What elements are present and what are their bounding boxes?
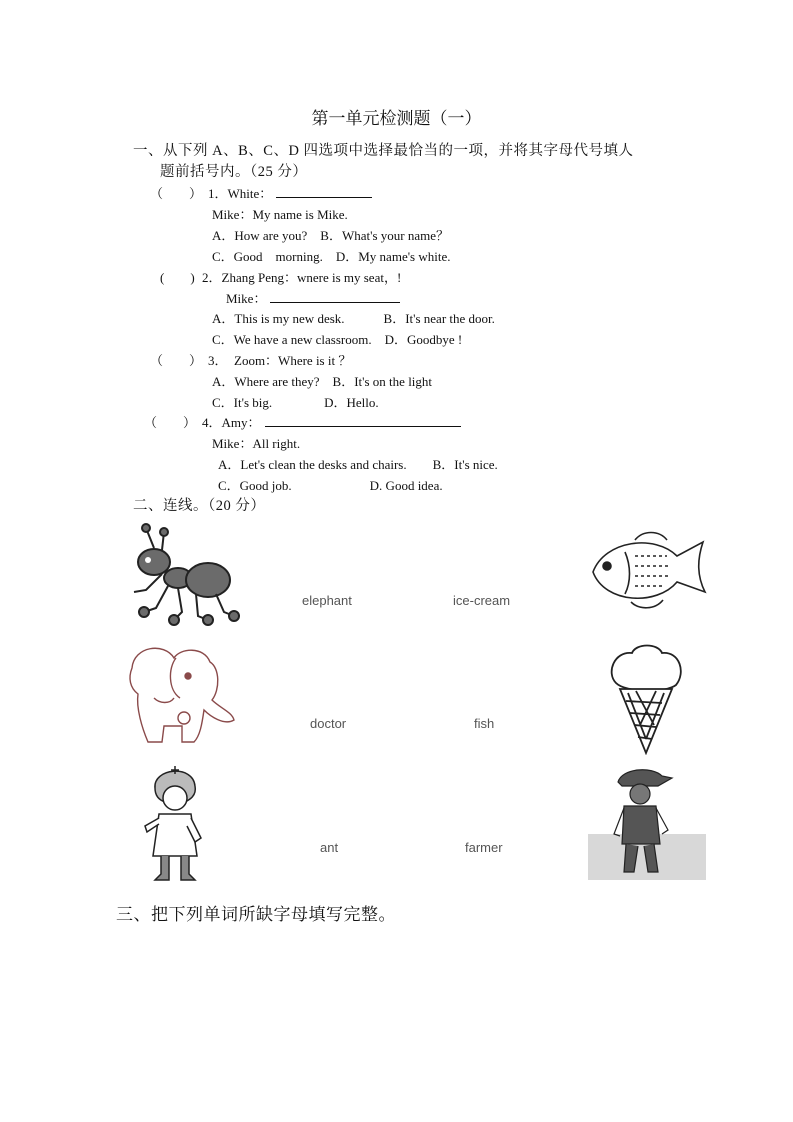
question-2-options-c-d: C．We have a new classroom. D．Goodbye ! <box>212 332 463 347</box>
match-word-ant[interactable]: ant <box>320 840 339 855</box>
match-word-fish[interactable]: fish <box>474 716 495 731</box>
fish-icon <box>585 526 710 612</box>
question-1-options-c-d: C．Good morning. D．My name's white. <box>212 249 451 264</box>
question-2-reply: Mike： <box>226 288 400 307</box>
question-4-options-a-b: A．Let's clean the desks and chairs. B．It's nice. <box>218 457 498 472</box>
answer-bracket[interactable]: （ ） <box>144 415 197 430</box>
question-4-reply: Mike：All right. <box>212 436 301 451</box>
question-3-options-c-d: C．It's big. D．Hello. <box>212 395 379 410</box>
section2-header: 二、连线。（20 分） <box>133 498 266 514</box>
match-word-doctor[interactable]: doctor <box>310 716 347 731</box>
answer-bracket[interactable]: ( ) <box>160 270 195 285</box>
doctor-picture[interactable] <box>135 760 215 885</box>
question-4-stem: 4．Amy： <box>202 412 461 431</box>
question-4-options-c-d: C．Good job. D. Good idea. <box>218 478 443 493</box>
ant-picture[interactable] <box>116 520 241 628</box>
farmer-icon <box>588 764 706 880</box>
fish-picture[interactable] <box>585 526 710 612</box>
ant-icon <box>116 520 241 628</box>
question-2-stem: 2．Zhang Peng：wnere is my seat，! <box>202 270 402 285</box>
question-3-options-a-b: A．Where are they? B．It's on the light <box>212 374 433 389</box>
answer-bracket[interactable]: （ ） <box>150 186 203 201</box>
section3-header: 三、把下列单词所缺字母填写完整。 <box>116 905 396 924</box>
match-word-ice-cream[interactable]: ice-cream <box>453 593 511 608</box>
doctor-icon <box>135 760 215 885</box>
question-2-options-a-b: A．This is my new desk. B．It's near the door. <box>212 311 495 326</box>
answer-blank[interactable] <box>270 290 400 303</box>
ice-cream-picture[interactable] <box>606 643 686 755</box>
elephant-picture[interactable] <box>124 638 239 748</box>
page-title: 第一单元检测题（一） <box>311 109 482 128</box>
question-3-stem: 3． Zoom：Where is it ？ <box>208 353 352 368</box>
farmer-picture[interactable] <box>588 764 706 880</box>
answer-blank[interactable] <box>265 414 461 427</box>
question-1-stem: 1．White： <box>208 183 372 202</box>
ice-cream-icon <box>606 643 686 755</box>
section1-header-line1: 一、从下列 A、B、C、D 四选项中选择最恰当的一项，并将其字母代号填人 <box>133 143 634 159</box>
answer-bracket[interactable]: （ ） <box>150 353 203 368</box>
question-1-options-a-b: A．How are you? B．What's your name？ <box>212 228 450 243</box>
answer-blank[interactable] <box>276 185 372 198</box>
match-word-farmer[interactable]: farmer <box>465 840 503 855</box>
section1-header-line2: 题前括号内。（25 分） <box>160 164 308 180</box>
elephant-icon <box>124 638 239 748</box>
question-1-reply: Mike：My name is Mike. <box>212 207 348 222</box>
match-word-elephant[interactable]: elephant <box>302 593 352 608</box>
